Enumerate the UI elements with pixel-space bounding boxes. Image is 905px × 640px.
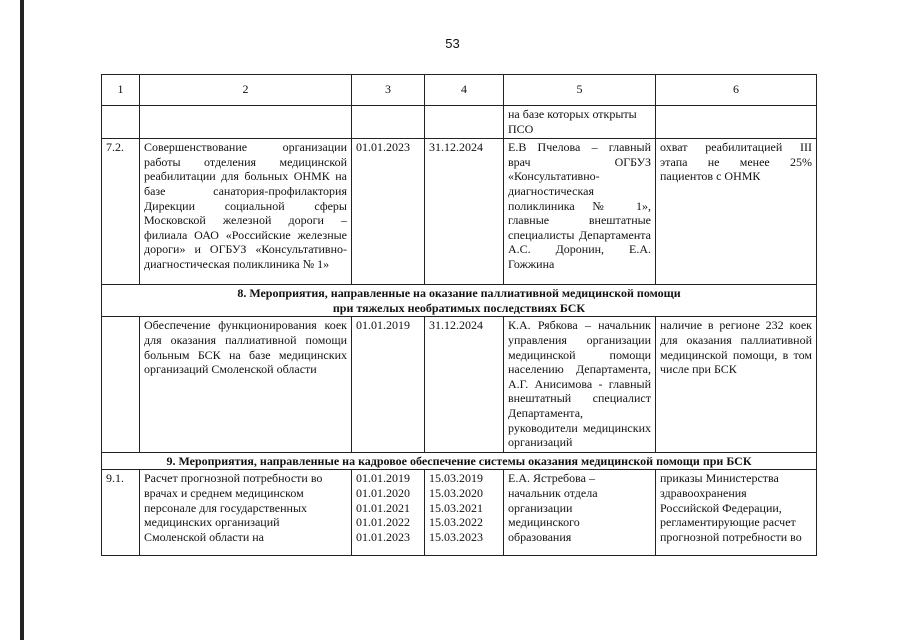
header-col-2: 2 (140, 75, 352, 106)
cell-empty (102, 106, 140, 139)
cell-result: наличие в регионе 232 коек для оказания паллиативной медицинской помощи, в том числе при БСК (656, 317, 817, 452)
cell-start-dates (352, 470, 425, 556)
start-date: 01.01.2022 (356, 515, 410, 530)
activity-line: медицинских организаций (144, 515, 280, 530)
section-8-line-1: 8. Мероприятия, направленные на оказание паллиативной медицинской помощи (237, 286, 681, 301)
cell-start-date: 01.01.2023 (352, 139, 425, 285)
table-row-8 (102, 317, 817, 452)
cell-end-date: 31.12.2024 (425, 139, 504, 285)
end-date: 15.03.2019 (429, 471, 483, 486)
header-col-1: 1 (102, 75, 140, 106)
header-col-4: 4 (425, 75, 504, 106)
end-date: 15.03.2022 (429, 515, 483, 530)
table-row-continuation (102, 106, 817, 139)
section-8-heading (102, 285, 817, 317)
cell-empty (656, 106, 817, 139)
responsible-line: Е.А. Ястребова – (508, 471, 595, 486)
cell-responsible-continuation: на базе которых открыты ПСО (504, 106, 656, 139)
result-line: прогнозной потребности во (660, 529, 802, 544)
header-col-3: 3 (352, 75, 425, 106)
section-9-heading: 9. Мероприятия, направленные на кадровое обеспечение системы оказания медицинской помощи при БСК (102, 452, 817, 470)
cell-responsible: Е.В Пчелова – главный врач ОГБУЗ «Консультативно-диагностическая поликлиника № 1», главные внештатные специалисты Департамента А.С. Доронин, Е.А. Гожжина (504, 139, 656, 285)
section-9-heading-row (102, 452, 817, 470)
cell-activity: Обеспечение функционирования коек для оказания паллиативной помощи больным БСК на базе медицинских организаций Смоленской области (140, 317, 352, 452)
section-8-heading-row (102, 285, 817, 317)
cell-activity: Совершенствование организации работы отделения медицинской реабилитации для больных ОНМК на базе санатория-профилактория Дирекции социальной сферы Московской железной дороги – филиала ОАО «Российские железные дороги» и ОГБУЗ «Консультативно-диагностическая поликлиника № 1» (140, 139, 352, 285)
table-row-7-2 (102, 139, 817, 285)
header-col-5: 5 (504, 75, 656, 106)
table-row-9-1 (102, 470, 817, 556)
end-date: 15.03.2020 (429, 485, 483, 500)
responsible-line: медицинского (508, 515, 580, 530)
cell-result (656, 470, 817, 556)
section-8-line-2: при тяжелых необратимых последствиях БСК (332, 300, 586, 315)
cell-start-date: 01.01.2019 (352, 317, 425, 452)
cell-number: 7.2. (102, 139, 140, 285)
activity-line: врачах и среднем медицинском (144, 485, 304, 500)
cell-empty (425, 106, 504, 139)
cell-number (102, 317, 140, 452)
cell-empty (140, 106, 352, 139)
cell-end-date: 31.12.2024 (425, 317, 504, 452)
responsible-line: начальник отдела (508, 485, 598, 500)
activity-line: Смоленской области на (144, 529, 265, 544)
end-date: 15.03.2023 (429, 529, 483, 544)
responsible-line: образования (508, 529, 572, 544)
responsible-line: организации (508, 500, 573, 515)
result-line: регламентирующие расчет (660, 515, 796, 530)
page-edge-rule (20, 0, 24, 640)
activities-table (101, 74, 817, 556)
cell-responsible: К.А. Рябкова – начальник управления организации медицинской помощи населению Департамента, А.Г. Анисимова - главный внештатный специалист Департамента, руководители медицинских организаций (504, 317, 656, 452)
end-date: 15.03.2021 (429, 500, 483, 515)
activity-line: Расчет прогнозной потребности во (144, 471, 323, 486)
result-line: Российской Федерации, (660, 500, 782, 515)
cell-activity (140, 470, 352, 556)
result-line: приказы Министерства (660, 471, 779, 486)
header-col-6: 6 (656, 75, 817, 106)
cell-number: 9.1. (102, 470, 140, 556)
start-date: 01.01.2021 (356, 500, 410, 515)
result-line: здравоохранения (660, 485, 747, 500)
page-number: 53 (445, 36, 460, 51)
start-date: 01.01.2020 (356, 485, 410, 500)
start-date: 01.01.2019 (356, 471, 410, 486)
cell-responsible (504, 470, 656, 556)
cell-end-dates (425, 470, 504, 556)
table-header-row (102, 75, 817, 106)
start-date: 01.01.2023 (356, 529, 410, 544)
cell-empty (352, 106, 425, 139)
activity-line: персонале для государственных (144, 500, 308, 515)
cell-result: охват реабилитацией III этапа не менее 25% пациентов с ОНМК (656, 139, 817, 285)
